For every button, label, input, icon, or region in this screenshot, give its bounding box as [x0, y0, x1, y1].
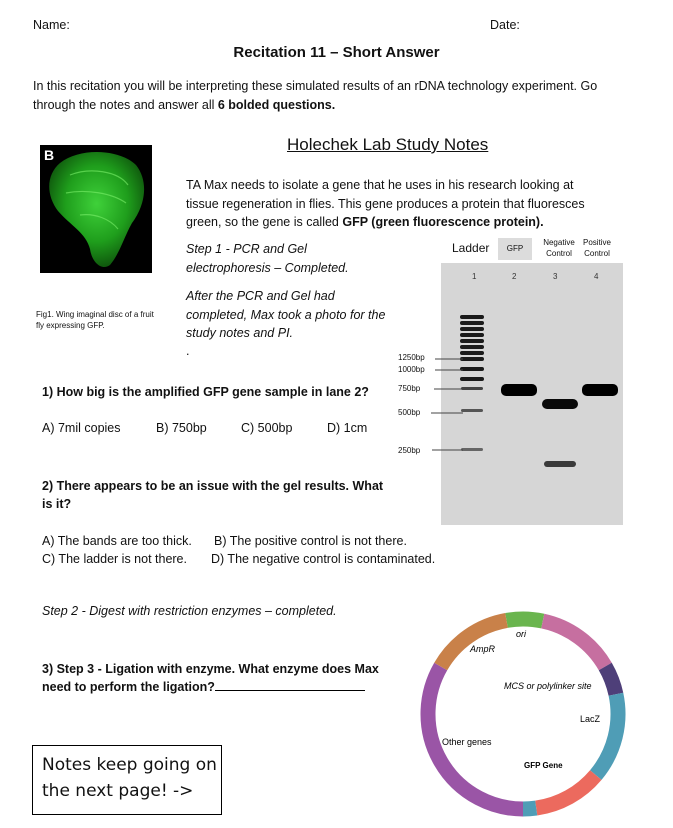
marker-1250: 1250bp — [398, 353, 425, 362]
negative-control-band — [542, 399, 578, 409]
note-line-2: the next page! -> — [42, 781, 194, 801]
plasmid-map — [412, 603, 634, 825]
q2-option-b[interactable]: B) The positive control is not there. — [214, 534, 407, 548]
figure-caption: Fig1. Wing imaginal disc of a fruit fly expressing GFP. — [36, 310, 154, 330]
panel-letter: B — [44, 147, 55, 163]
intro-paragraph — [33, 77, 643, 115]
q1-option-a[interactable]: A) 7mil copies — [42, 421, 121, 435]
lane-number-2: 2 — [512, 272, 517, 281]
gfp-band — [501, 384, 537, 396]
lane-number-3: 3 — [553, 272, 558, 281]
plasmid-label-lacz: LacZ — [580, 714, 601, 724]
plasmid-label-mcs: MCS or polylinker site — [504, 681, 592, 691]
intro-text: In this recitation you will be interpreting these simulated results of an rDNA technology experiment. Go through the notes and answer all — [33, 79, 598, 112]
gel-header-positive — [577, 237, 617, 259]
q2-option-d[interactable]: D) The negative control is contaminated. — [211, 552, 436, 566]
ta-bold: GFP (green fluorescence protein). — [342, 215, 544, 229]
plasmid-label-ampr: AmpR — [470, 644, 496, 654]
q2-option-a[interactable]: A) The bands are too thick. — [42, 534, 192, 548]
intro-bold: 6 bolded questions. — [217, 98, 336, 112]
positive-control-band — [582, 384, 618, 396]
after-text: After the PCR and Gel had completed, Max took a photo for the study notes and PI. — [186, 289, 386, 340]
question-2: 2) There appears to be an issue with the gel results. What is it? — [42, 479, 384, 511]
study-notes-title: Holechek Lab Study Notes — [287, 135, 489, 154]
step1-text: Step 1 - PCR and Gel electrophoresis – Completed. — [186, 242, 349, 275]
ta-paragraph — [186, 176, 606, 232]
note-text — [42, 752, 217, 804]
negative-control-low-band — [544, 461, 576, 467]
after-dot: . — [186, 344, 190, 358]
question-2-options — [42, 532, 462, 572]
pos-line1: Positive — [582, 238, 611, 247]
gel-image — [441, 263, 623, 525]
lacz-segment — [596, 694, 618, 775]
page-title: Recitation 11 – Short Answer — [233, 44, 440, 61]
gel-header-negative — [538, 237, 580, 259]
step2-text: Step 2 - Digest with restriction enzymes – completed. — [42, 604, 337, 618]
ta-text: TA Max needs to isolate a gene that he uses in his research looking at tissue regeneration in flies. This gene produces a protein that fluoresces green, so the gene is called — [186, 178, 585, 229]
name-label: Name: — [33, 18, 70, 32]
marker-250: 250bp — [398, 446, 421, 455]
pos-line2: Control — [584, 249, 610, 258]
date-label: Date: — [490, 18, 520, 32]
marker-lines — [425, 356, 465, 456]
plasmid-label-ori: ori — [516, 629, 527, 639]
neg-line2: Control — [546, 249, 572, 258]
plasmid-label-gfp: GFP Gene — [524, 761, 563, 770]
q1-option-c[interactable]: C) 500bp — [241, 421, 293, 435]
dark-segment — [605, 667, 616, 695]
q1-option-b[interactable]: B) 750bp — [156, 421, 207, 435]
marker-1000: 1000bp — [398, 365, 425, 374]
marker-750: 750bp — [398, 384, 421, 393]
lane-number-4: 4 — [594, 272, 599, 281]
gfp-segment — [536, 775, 596, 808]
gel-header-gfp: GFP — [498, 238, 532, 260]
neg-line1: Negative — [543, 238, 575, 247]
note-line-1: Notes keep going on — [42, 755, 217, 775]
marker-500: 500bp — [398, 408, 421, 417]
q2-option-c[interactable]: C) The ladder is not there. — [42, 552, 187, 566]
plasmid-label-other: Other genes — [442, 737, 492, 747]
lane-number-1: 1 — [472, 272, 477, 281]
wing-disc-image — [40, 145, 152, 273]
q3-answer-line[interactable] — [215, 690, 365, 691]
lacz-tail-segment — [523, 808, 536, 809]
ori-segment — [507, 619, 543, 621]
question-1-options — [42, 421, 402, 439]
q1-option-d[interactable]: D) 1cm — [327, 421, 368, 435]
mcs-segment — [543, 621, 606, 666]
question-3: 3) Step 3 - Ligation with enzyme. What enzyme does Max need to perform the ligation? — [42, 662, 379, 694]
question-1: 1) How big is the amplified GFP gene sample in lane 2? — [42, 385, 369, 399]
gel-header-ladder: Ladder — [452, 241, 490, 255]
